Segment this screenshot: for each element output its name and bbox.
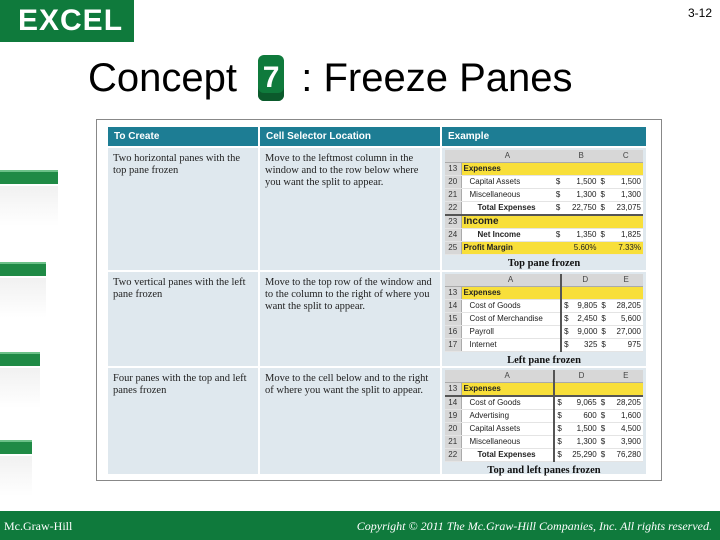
- table-row: [108, 146, 646, 270]
- example-cell: [442, 148, 646, 270]
- example-sheet: [445, 150, 643, 255]
- header-to-create: To Create: [108, 127, 260, 146]
- sheet-row: 17 Internet $ 325 $ 975: [445, 339, 643, 352]
- sheet-row: 13 Expenses: [445, 163, 643, 176]
- example-cell: [442, 272, 646, 366]
- publisher-name: Mc.Graw-Hill: [4, 519, 73, 533]
- example-caption: Top pane frozen: [507, 258, 581, 269]
- table-row: [108, 270, 646, 366]
- location-cell: Move to the leftmost column in the window and to the row below where you want the split to appear.: [260, 148, 442, 270]
- sheet-row: 21 Miscellaneous $ 1,300 $ 1,300: [445, 189, 643, 202]
- sheet-row: 14 Cost of Goods $ 9,065 $ 28,205: [445, 396, 643, 410]
- header-example: Example: [448, 131, 490, 142]
- sheet-row: 22 Total Expenses $ 22,750 $ 23,075: [445, 202, 643, 216]
- sheet-column-header: A D E: [445, 274, 643, 287]
- sheet-row: 14 Cost of Goods $ 9,805 $ 28,205: [445, 300, 643, 313]
- freeze-panes-table-frame: [96, 119, 662, 481]
- example-caption: Left pane frozen: [507, 355, 581, 366]
- page-title: [88, 54, 572, 101]
- example-sheet: [445, 370, 643, 462]
- sheet-row: 19 Advertising $ 600 $ 1,600: [445, 410, 643, 423]
- table-header: [108, 127, 646, 146]
- to-create-cell: Two vertical panes with the left pane frozen: [108, 272, 260, 366]
- sheet-row: 20 Capital Assets $ 1,500 $ 1,500: [445, 176, 643, 189]
- sheet-row: 23 Income: [445, 215, 643, 229]
- table-row: [108, 366, 646, 474]
- sheet-row: 21 Miscellaneous $ 1,300 $ 3,900: [445, 436, 643, 449]
- sheet-row: 25 Profit Margin 5.60% 7.33%: [445, 242, 643, 255]
- sheet-row: 13 Expenses: [445, 383, 643, 397]
- slide-number: 3-12: [687, 6, 712, 20]
- sheet-row: 20 Capital Assets $ 1,500 $ 4,500: [445, 423, 643, 436]
- copyright-notice: Copyright © 2011 The Mc.Graw-Hill Companies, Inc. All rights reserved.: [356, 519, 712, 533]
- sheet-row: 13 Expenses: [445, 287, 643, 300]
- title-prefix: Concept: [88, 55, 237, 100]
- location-cell: Move to the top row of the window and to the column to the right of where you want the split to appear.: [260, 272, 442, 366]
- sheet-row: 24 Net Income $ 1,350 $ 1,825: [445, 229, 643, 242]
- sheet-row: 16 Payroll $ 9,000 $ 27,000: [445, 326, 643, 339]
- sheet-column-header: A B C: [445, 150, 643, 163]
- title-suffix: : Freeze Panes: [301, 55, 573, 100]
- example-sheet: [445, 274, 643, 352]
- to-create-cell: Four panes with the top and left panes frozen: [108, 368, 260, 474]
- to-create-cell: Two horizontal panes with the top pane frozen: [108, 148, 260, 270]
- example-cell: [442, 368, 646, 474]
- footer-bar: [0, 511, 720, 540]
- header-cell-selector: Cell Selector Location: [260, 127, 442, 146]
- location-cell: Move to the cell below and to the right of where you want the split to appear.: [260, 368, 442, 474]
- concept-number-badge: 7: [258, 55, 284, 101]
- sheet-row: 15 Cost of Merchandise $ 2,450 $ 5,600: [445, 313, 643, 326]
- freeze-panes-table: [108, 127, 646, 474]
- excel-logo: EXCEL: [0, 0, 134, 42]
- sheet-column-header: A D E: [445, 370, 643, 383]
- sheet-row: 22 Total Expenses $ 25,290 $ 76,280: [445, 449, 643, 462]
- example-caption: Top and left panes frozen: [487, 465, 601, 476]
